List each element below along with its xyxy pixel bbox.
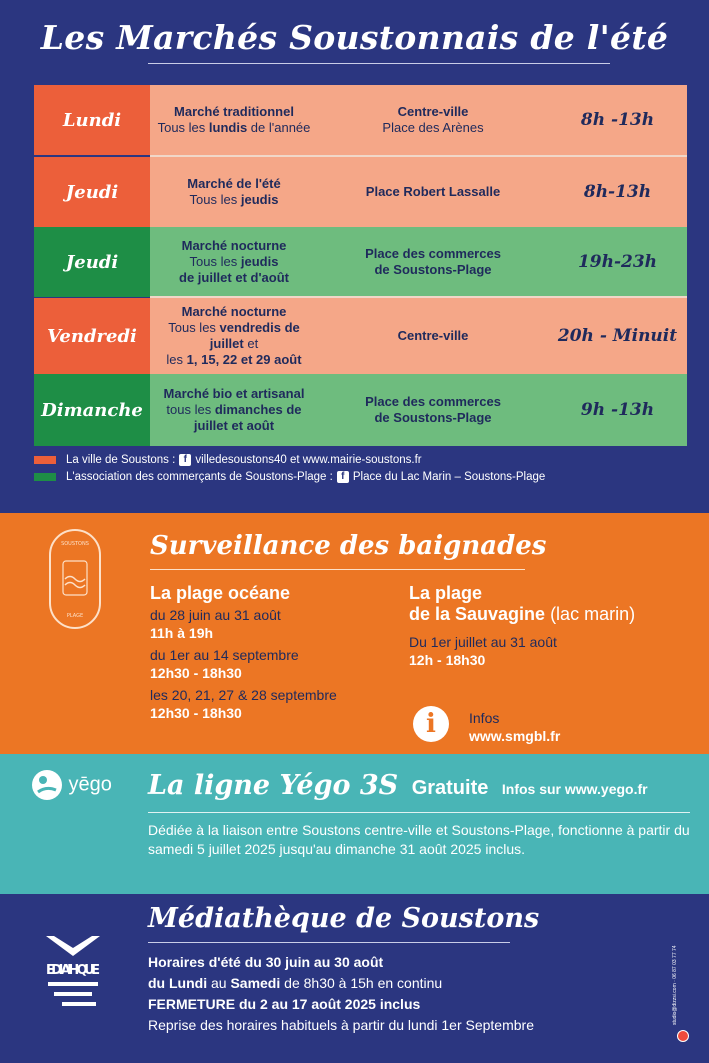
ocean-dates-3: les 20, 21, 27 & 28 septembre <box>150 687 337 703</box>
market-hours: 8h -13h <box>548 85 687 155</box>
info-label: Infos <box>469 710 500 726</box>
table-row <box>34 298 687 374</box>
legend-swatch-green <box>34 473 56 481</box>
lake-hours: 12h - 18h30 <box>409 652 486 668</box>
mediatheque-info <box>148 952 534 1036</box>
market-freq-bold: lundis <box>208 120 248 135</box>
svg-text:SOUSTONS: SOUSTONS <box>61 541 89 547</box>
market-place-cell <box>318 374 548 446</box>
mediatheque-to-day: Samedi <box>230 975 281 991</box>
ocean-hours-2: 12h30 - 18h30 <box>150 665 242 681</box>
mediatheque-underline <box>148 942 510 943</box>
yego-title: La ligne Yégo 3S <box>148 770 399 801</box>
market-place-sub: de Soustons-Plage <box>374 410 492 425</box>
title-underline <box>148 63 610 64</box>
market-freq: Tous les <box>157 120 209 135</box>
market-freq-post: et <box>243 336 259 351</box>
market-place: Place Robert Lassalle <box>365 184 501 199</box>
table-row <box>34 85 687 155</box>
market-day: Dimanche <box>34 374 150 446</box>
market-freq: Tous les <box>189 254 241 269</box>
market-freq: Tous les <box>168 320 220 335</box>
mediatheque-from-day: du Lundi <box>148 975 208 991</box>
market-place-sub: Place des Arènes <box>382 120 484 135</box>
ocean-dates-2: du 1er au 14 septembre <box>150 647 299 663</box>
lake-beach-column <box>409 583 699 669</box>
market-name-cell <box>150 227 318 297</box>
legend-orange <box>34 454 422 466</box>
market-freq-bold: vendredis de juillet <box>209 320 300 351</box>
table-row <box>34 157 687 227</box>
yego-info-link[interactable]: Infos sur www.yego.fr <box>501 781 648 797</box>
mediatheque-closure: FERMETURE du 2 au 17 août 2025 inclus <box>148 996 421 1012</box>
legend-swatch-orange <box>34 456 56 464</box>
legend-orange-link[interactable]: villedesoustons40 et www.mairie-soustons.fr <box>195 454 422 466</box>
ocean-beach-title: La plage océane <box>150 583 291 603</box>
facebook-icon: f <box>179 454 191 466</box>
info-icon: i <box>413 706 449 742</box>
ocean-hours-1: 11h à 19h <box>150 625 214 641</box>
market-name: Marché nocturne <box>181 238 287 253</box>
market-name: Marché de l'été <box>187 176 281 191</box>
mediatheque-summer-hours: Horaires d'été du 30 juin au 30 août <box>148 954 384 970</box>
yego-logo-text: yēgo <box>68 773 112 796</box>
table-row <box>34 374 687 446</box>
market-place-cell <box>318 227 548 297</box>
market-hours: 8h-13h <box>548 157 687 227</box>
market-freq-bold: dimanches de <box>214 402 302 417</box>
yego-logo <box>30 768 112 802</box>
surveillance-underline <box>150 569 525 570</box>
market-name: Marché traditionnel <box>174 104 294 119</box>
page-title: Les Marchés Soustonnais de l'été <box>40 18 669 57</box>
mediatheque-hours: de 8h30 à 15h en continu <box>280 975 443 991</box>
market-freq-line3: les <box>166 352 187 367</box>
lake-dates: Du 1er juillet au 31 août <box>409 634 557 650</box>
yego-title-row <box>148 770 648 801</box>
facebook-icon: f <box>337 471 349 483</box>
market-freq-bold: jeudis <box>240 254 279 269</box>
mediatheque-resume: Reprise des horaires habituels à partir du lundi 1er Septembre <box>148 1017 534 1033</box>
market-place-cell <box>318 157 548 227</box>
market-day: Lundi <box>34 85 150 155</box>
surveillance-section <box>0 513 709 754</box>
market-place: Centre-ville <box>397 104 469 119</box>
market-name: Marché bio et artisanal <box>163 386 305 401</box>
market-day: Jeudi <box>34 157 150 227</box>
info-block <box>469 709 560 745</box>
lake-beach-suffix: (lac marin) <box>545 604 636 624</box>
market-freq-bold: jeudis <box>240 192 279 207</box>
market-freq-line3-bold: 1, 15, 22 et 29 août <box>186 352 302 367</box>
market-freq: tous les <box>166 402 215 417</box>
market-place: Place des commerces <box>365 394 501 409</box>
ocean-beach-column <box>150 583 400 722</box>
mediatheque-title: Médiathèque de Soustons <box>148 903 540 934</box>
soustons-plage-logo <box>49 529 101 629</box>
market-day: Vendredi <box>34 298 150 374</box>
yego-section <box>0 754 709 894</box>
lake-beach-name: de la Sauvagine <box>409 604 546 624</box>
mediatheque-logo-icon <box>44 934 102 1010</box>
credit-text: studio@dizzsi.com · 06 87 03 77 74 <box>672 945 678 1025</box>
mediatheque-to: au <box>207 975 231 991</box>
market-day: Jeudi <box>34 227 150 297</box>
yego-circle-icon <box>30 768 64 802</box>
market-place-sub: de Soustons-Plage <box>374 262 492 277</box>
market-freq: Tous les <box>189 192 241 207</box>
ocean-dates-1: du 28 juin au 31 août <box>150 607 281 623</box>
credit-logo-icon <box>677 1030 689 1042</box>
lake-beach-title: La plage <box>409 583 483 603</box>
market-place-cell <box>318 298 548 374</box>
market-hours: 9h -13h <box>548 374 687 446</box>
surveillance-title: Surveillance des baignades <box>150 531 547 561</box>
ocean-hours-3: 12h30 - 18h30 <box>150 705 242 721</box>
yego-description: Dédiée à la liaison entre Soustons centre-ville et Soustons-Plage, fonctionne à partir du samedi 5 juillet 2025 jusqu'au dimanche 31 août 2025 inclus. <box>148 822 690 857</box>
market-place: Centre-ville <box>397 328 469 343</box>
market-freq-line2: de juillet et d'août <box>179 270 289 285</box>
market-place-cell <box>318 85 548 155</box>
market-name-cell <box>150 298 318 374</box>
market-name-cell <box>150 374 318 446</box>
market-name: Marché nocturne <box>181 304 287 319</box>
legend-green-label: L'association des commerçants de Soustons-Plage : <box>66 471 333 483</box>
market-hours: 19h-23h <box>548 227 687 297</box>
market-hours: 20h - Minuit <box>548 298 687 374</box>
market-name-cell <box>150 85 318 155</box>
market-place: Place des commerces <box>365 246 501 261</box>
yego-underline <box>148 812 690 813</box>
legend-orange-label: La ville de Soustons : <box>66 454 176 466</box>
market-freq-post: de l'année <box>247 120 311 135</box>
legend-green <box>34 471 545 483</box>
yego-free: Gratuite <box>411 777 489 799</box>
market-freq-line2: juillet et août <box>193 418 275 433</box>
market-name-cell <box>150 157 318 227</box>
svg-text:PLAGE: PLAGE <box>66 613 84 619</box>
wave-icon <box>51 531 99 627</box>
legend-green-link[interactable]: Place du Lac Marin – Soustons-Plage <box>352 471 546 483</box>
mediatheque-logo <box>44 934 102 1010</box>
table-row <box>34 227 687 297</box>
svg-text:EDI AIH QUE: EDI AIH QUE <box>46 963 100 978</box>
info-link[interactable]: www.smgbl.fr <box>469 728 561 744</box>
